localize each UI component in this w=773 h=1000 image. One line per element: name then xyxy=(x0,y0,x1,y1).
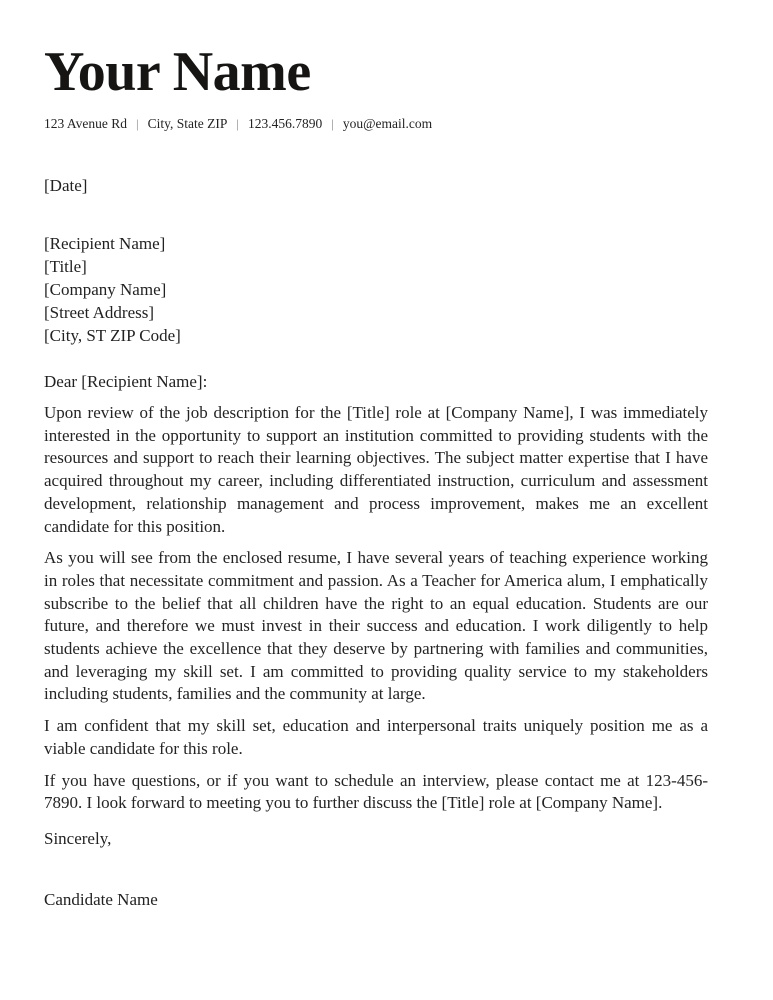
recipient-city-zip-line: [City, ST ZIP Code] xyxy=(44,326,181,345)
recipient-name-line: [Recipient Name] xyxy=(44,234,166,253)
recipient-address-block xyxy=(44,232,708,347)
recipient-street-line: [Street Address] xyxy=(44,303,155,322)
contact-separator: | xyxy=(331,116,334,131)
body-paragraph-2: As you will see from the enclosed resume, I have several years of teaching experience working in roles that necessitate commitment and passion. As a Teacher for America alum, I emphatically subscribe to the belief that all children have the right to an equal education. Students are our future, and therefore we must invest in their success and education. I work diligently to help students achieve the excellence that they deserve by partnering with families and communities, and leveraging my skill set. I am committed to providing quality service to my stakeholders including students, families and the community at large. xyxy=(44,548,708,704)
body-paragraph-1: Upon review of the job description for the [Title] role at [Company Name], I was immediately interested in the opportunity to support an institution committed to providing students with the resources and support to reach their learning objectives. The subject matter expertise that I have acquired throughout my career, including differentiated instruction, curriculum and assessment development, relationship management and process improvement, makes me an excellent candidate for this position. xyxy=(44,403,708,536)
contact-email: you@email.com xyxy=(342,116,433,131)
recipient-title-line: [Title] xyxy=(44,257,87,276)
body-paragraph-4: If you have questions, or if you want to schedule an interview, please contact me at 123-456-7890. I look forward to meeting you to further discuss the [Title] role at [Company Name]. xyxy=(44,770,708,813)
contact-separator: | xyxy=(136,116,139,131)
date-placeholder: [Date] xyxy=(44,176,88,195)
contact-address: 123 Avenue Rd xyxy=(44,116,127,131)
body-paragraph-3: I am confident that my skill set, education and interpersonal traits uniquely position me as a viable candidate for this role. xyxy=(44,716,708,758)
recipient-company-line: [Company Name] xyxy=(44,280,167,299)
contact-separator: | xyxy=(236,116,239,131)
sender-name-heading: Your Name xyxy=(44,41,311,103)
contact-phone: 123.456.7890 xyxy=(247,116,323,131)
contact-city-state-zip: City, State ZIP xyxy=(147,116,228,131)
salutation-line: Dear [Recipient Name]: xyxy=(44,372,208,391)
contact-info-line xyxy=(44,115,708,132)
signature-name: Candidate Name xyxy=(44,889,158,909)
closing-line: Sincerely, xyxy=(44,828,112,848)
